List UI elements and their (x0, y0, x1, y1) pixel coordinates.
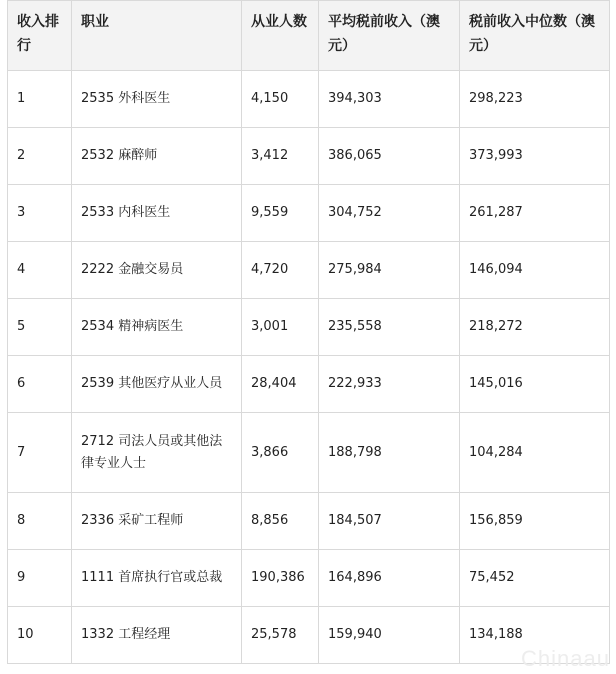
table-header (8, 1, 610, 71)
cell-occupation: 2539 其他医疗从业人员 (72, 356, 242, 413)
header-rank: 收入排行 (8, 1, 72, 71)
table-row (8, 550, 610, 607)
cell-workers: 4,150 (242, 71, 319, 128)
header-occupation: 职业 (72, 1, 242, 71)
header-row (8, 1, 610, 71)
cell-occupation: 2336 采矿工程师 (72, 493, 242, 550)
cell-rank: 3 (8, 185, 72, 242)
cell-rank: 6 (8, 356, 72, 413)
cell-median-income: 146,094 (460, 242, 610, 299)
cell-avg-income: 222,933 (319, 356, 460, 413)
table-row (8, 607, 610, 664)
cell-workers: 4,720 (242, 242, 319, 299)
cell-rank: 1 (8, 71, 72, 128)
cell-workers: 8,856 (242, 493, 319, 550)
table-row (8, 128, 610, 185)
table-row (8, 413, 610, 493)
header-workers: 从业人数 (242, 1, 319, 71)
table-body (8, 71, 610, 664)
cell-occupation: 2533 内科医生 (72, 185, 242, 242)
cell-workers: 25,578 (242, 607, 319, 664)
cell-median-income: 218,272 (460, 299, 610, 356)
table-row (8, 242, 610, 299)
cell-workers: 190,386 (242, 550, 319, 607)
cell-rank: 2 (8, 128, 72, 185)
table-row (8, 356, 610, 413)
cell-avg-income: 304,752 (319, 185, 460, 242)
cell-workers: 9,559 (242, 185, 319, 242)
cell-avg-income: 159,940 (319, 607, 460, 664)
cell-avg-income: 188,798 (319, 413, 460, 493)
cell-occupation: 2535 外科医生 (72, 71, 242, 128)
cell-median-income: 75,452 (460, 550, 610, 607)
cell-occupation: 2534 精神病医生 (72, 299, 242, 356)
cell-rank: 7 (8, 413, 72, 493)
cell-avg-income: 184,507 (319, 493, 460, 550)
cell-workers: 3,001 (242, 299, 319, 356)
cell-avg-income: 394,303 (319, 71, 460, 128)
cell-workers: 3,412 (242, 128, 319, 185)
cell-median-income: 373,993 (460, 128, 610, 185)
cell-median-income: 104,284 (460, 413, 610, 493)
cell-occupation: 1111 首席执行官或总裁 (72, 550, 242, 607)
income-ranking-table (7, 0, 610, 664)
cell-occupation: 2222 金融交易员 (72, 242, 242, 299)
cell-median-income: 134,188 (460, 607, 610, 664)
cell-rank: 5 (8, 299, 72, 356)
cell-avg-income: 164,896 (319, 550, 460, 607)
cell-rank: 4 (8, 242, 72, 299)
cell-occupation: 2532 麻醉师 (72, 128, 242, 185)
table-row (8, 493, 610, 550)
cell-median-income: 156,859 (460, 493, 610, 550)
cell-occupation: 2712 司法人员或其他法律专业人士 (72, 413, 242, 493)
table-row (8, 185, 610, 242)
cell-median-income: 298,223 (460, 71, 610, 128)
table-row (8, 299, 610, 356)
cell-rank: 8 (8, 493, 72, 550)
cell-rank: 10 (8, 607, 72, 664)
cell-avg-income: 275,984 (319, 242, 460, 299)
cell-avg-income: 235,558 (319, 299, 460, 356)
header-avg-income: 平均税前收入（澳元） (319, 1, 460, 71)
cell-occupation: 1332 工程经理 (72, 607, 242, 664)
cell-workers: 28,404 (242, 356, 319, 413)
cell-workers: 3,866 (242, 413, 319, 493)
cell-median-income: 261,287 (460, 185, 610, 242)
cell-rank: 9 (8, 550, 72, 607)
table-row (8, 71, 610, 128)
cell-avg-income: 386,065 (319, 128, 460, 185)
cell-median-income: 145,016 (460, 356, 610, 413)
watermark: Chinaau (521, 646, 610, 671)
header-median-income: 税前收入中位数（澳元） (460, 1, 610, 71)
